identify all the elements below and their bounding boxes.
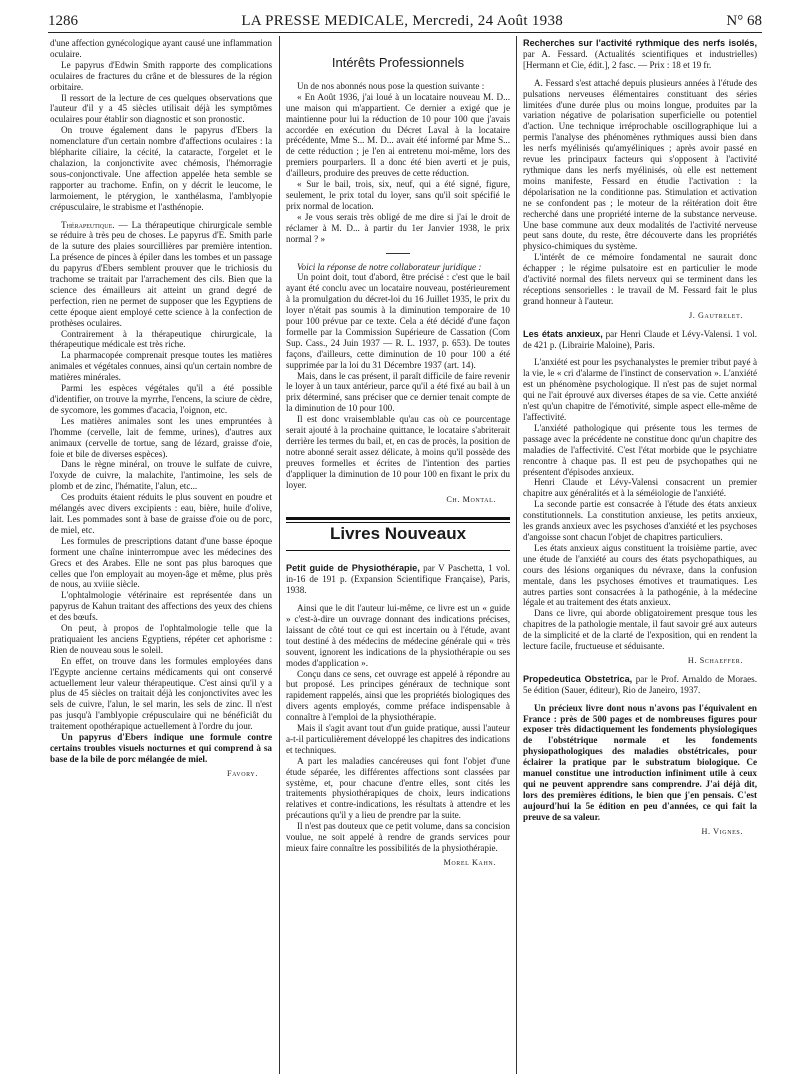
quote: « Sur le bail, trois, six, neuf, qui a été signé, figure, seulement, le prix total du loyer, sans qu'il soit spécifié le prix normal de location. xyxy=(286,179,510,211)
paragraph: A. Fessard s'est attaché depuis plusieurs années à l'étude des pulsations nerveuses élémentaires constituant des séries limitées d'une durée plus ou moins longue, produites par la variation négative de polarisation superficielle ou potentiel d'action. Une technique irréprochable oscillographique lui a permis l'analyse des phénomènes rythmiques aussi bien dans les nerfs myélinisés qu'amyéliniques ; après avoir passé en revue les principaux facteurs qui s'opposent à l'activité rythmique dans les nerfs myélinisés, où elle est nettement moins manifeste, Fessard en étudie l'activation : la dépolarisation ne la conditionne pas. Stimulation et activation ne se confondent pas ; le moteur de la réitération doit être recherché dans une propriété interne de la substance nerveuse. Une base commune aux deux modalités de l'activité nerveuse peut sans doute, du reste, être découverte dans les propriétés physico-chimiques du système. xyxy=(523,77,757,252)
column-divider xyxy=(516,36,517,1074)
paragraph: L'ophtalmologie vétérinaire est représentée dans un papyrus de Kahun traitant des affections des yeux des chiens et des bœufs. xyxy=(50,590,272,623)
divider xyxy=(286,522,510,523)
paragraph: Dans ce livre, qui aborde obligatoirement presque tous les chapitres de la pathologie mentale, il faut savoir gré aux auteurs de la simplicité et de la clarté de l'exposition, qui en rendent la lecture facile, fructueuse et séduisante. xyxy=(523,608,757,652)
divider xyxy=(286,550,510,551)
author-signature: Morel Kahn. xyxy=(443,857,496,867)
paragraph: Ainsi que le dit l'auteur lui-même, ce livre est un « guide » c'est-à-dire un ouvrage donnant des indications précises, laissant de côté tout ce qui est incertain ou à l'étude, avant tout destiné à des médecins de médecine générale qui « très souvent, ignorent les indications de la physiothérapie ou ses modes d'application ». xyxy=(286,603,510,668)
issue-number: N° 68 xyxy=(726,13,762,29)
column-2 xyxy=(286,38,510,1076)
quote: « En Août 1936, j'ai loué à un locataire nouveau M. D... une maison qui m'appartient. Ce dernier a exigé que je maintienne pour lui la réduction de 10 pour 100 que j'avais accordée en exécution du Décret Laval à la locataire précédente, Mme S... M. D... avait été informé par Mme S... de cette réduction ; je l'en ai entretenu moi-même, lors des premiers pourparlers. Il a donc été bien averti et je puis, d'ailleurs, produire des preuves de cette réduction. xyxy=(286,91,510,179)
paragraph: Un papyrus d'Ebers indique une formule contre certains troubles visuels nocturnes et qui comprend à sa base de la bile de porc mélangée de miel. xyxy=(50,732,272,764)
header-rule xyxy=(48,32,762,33)
paragraph: Contrairement à la thérapeutique chirurgicale, la thérapeutique médicale est très riche. xyxy=(50,328,272,350)
paragraph: Un précieux livre dont nous n'avons pas l'équivalent en France : près de 500 pages et de nombreuses figures pour exposer très didactiquement les fondements physiologiques de l'obstétrique normale et les fondements physiopathologiques des maladies obstétricales, pour éclairer la pratique par le substratum biologique. Ce manuel constitue une introduction infiniment utile à ceux qui ne peuvent apprendre sans comprendre. J'ai déjà dit, lors des premières éditions, le bien que j'en pensais. C'est aujourd'hui la 5e édition en peu d'années, ce qui fait la preuve de sa valeur. xyxy=(523,702,757,822)
paragraph: Ces produits étaient réduits le plus souvent en poudre et mélangés avec divers excipients : eau, bière, huile d'olive, lait. Les pommades sont à base de graisse d'oie ou de porc, de miel, etc. xyxy=(50,492,272,535)
paragraph: Dans le règne minéral, on trouve le sulfate de cuivre, l'oxyde de cuivre, la malachite, l'antimoine, les sels de plomb et de zinc, l'hématite, l'alun, etc... xyxy=(50,459,272,492)
author-signature: Ch. Montal. xyxy=(446,494,496,504)
paragraph: L'intérêt de ce mémoire fondamental ne saurait donc échapper ; le régime pulsatoire est en particulier le mode d'activité normal des filets nerveux qui se terminent dans les réceptions sensorielles : le travail de M. Fessard fait le plus grand honneur à l'auteur. xyxy=(523,252,757,306)
author-signature: Favory. xyxy=(226,768,258,778)
paragraph: Mais il s'agit avant tout d'un guide pratique, aussi l'auteur a-t-il particulièrement développé les chapitres des indications et techniques. xyxy=(286,723,510,755)
paragraph: Les matières animales sont les unes empruntées à l'homme (cervelle, lait de femme, urines), d'autres aux animaux (cervelle de tortue, sang de lézard, graisse d'oie, foie et bile de diverses espèces). xyxy=(50,415,272,459)
paragraph: Conçu dans ce sens, cet ouvrage est appelé à répondre au but proposé. Les principes généraux de technique sont rapidement rappelés, ainsi que les propriétés biologiques des divers agents employés, comme préface indispensable à connaître à l'emploi de la physiothérapie. xyxy=(286,668,510,723)
paragraph: Un point doit, tout d'abord, être précisé : c'est que le bail ayant été conclu avec un locataire nouveau, postérieurement à la promulgation du décret-loi du 16 Juillet 1935, le prix du loyer n'était pas soumis à la diminution temporaire de 10 pour 100 prévue par ce texte. Cela a été décidé d'une façon formelle par la Commission Supérieure de Cassation (Com Sup. Cass., 24 Juin 1937 — R. L. 1937, p. 653). De toutes façons, d'ailleurs, cette diminution de 10 pour 100 a été supprimée par la loi du 31 Décembre 1937 (art. 14). xyxy=(286,272,510,370)
book-reference: Recherches sur l'activité rythmique des nerfs isolés, par A. Fessard. (Actualités scientifiques et industrielles) [Hermann et Cie, édit.], 2 fasc. — Prix : 18 et 19 fr. xyxy=(523,38,757,70)
paragraph: Thérapeutique. — La thérapeutique chirurgicale semble se réduire à très peu de choses. Le papyrus d'E. Smith parle de la suture des plaies sourcillières par première intention. La présence de pinces à épiler dans les tombes et un passage du papyrus d'Ebers semblent prouver que le trichiosis du trachome se traitait par l'arrachement des cils. Bien que la science des émailleurs ait atteint un grand degré de perfection, rien ne permet de supposer que les Egyptiens de cette époque aient employé cette science à la confection de prothèses oculaires. xyxy=(50,219,272,328)
column-divider xyxy=(279,36,280,1074)
paragraph: Les états anxieux aigus constituent la troisième partie, avec une étude de l'anxiété au cours des états psychopathiques, au cours des lésions organiques du névraxe, dans la confusion mentale, dans les psychoses émotives et traumatiques. Les autres parties sont consacrées à la pathogénie, à la médecine légale et au traitement des états anxieux. xyxy=(523,542,757,608)
author-signature: J. Gautrelet. xyxy=(688,310,743,320)
column-3 xyxy=(523,38,757,1076)
paragraph: L'anxiété pathologique qui présente tous les termes de passage avec la précédente ne constitue donc qu'un chapitre des maladies de l'affectivité. C'est l'état morbide que le psychiatre rencontre à chaque pas. Il est peu de psychopathes qui ne présentent d'épisodes anxieux. xyxy=(523,422,757,477)
divider xyxy=(386,253,410,254)
paragraph: Le papyrus d'Edwin Smith rapporte des complications oculaires de fractures du crâne et de blessures de la région orbitaire. xyxy=(50,59,272,92)
page-header xyxy=(48,4,762,30)
book-title: Propedeutica Obstetrica, xyxy=(523,673,633,684)
paragraph: Les formules de prescriptions datant d'une basse époque forment une chaîne ininterrompue avec les médecines des Grecs et des Arabes. Elle ne sont pas plus baroques que celles que l'on employait au moyen-âge et même, plus près de nous, au xviiie siècle. xyxy=(50,535,272,590)
book-title: Petit guide de Physiothérapie, xyxy=(286,563,420,574)
paragraph: Mais, dans le cas présent, il paraît difficile de faire revenir le loyer à un taux antérieur, parce qu'il a été fixé au bail à un prix déterminé, sans préciser que ce dernier tenait compte de la diminution de 10 pour 100. xyxy=(286,370,510,414)
column-1 xyxy=(50,38,272,1076)
author-signature: H. Vignes. xyxy=(701,826,743,836)
quote: « Je vous serais très obligé de me dire si j'ai le droit de réclamer à M. D... à partir du 1er Janvier 1938, le prix normal ? » xyxy=(286,211,510,244)
paragraph: En effet, on trouve dans les formules employées dans l'Egypte ancienne certains médicaments qui ont conservé actuellement leur valeur thérapeutique. C'est ainsi qu'il y a plus de 45 siècles on traitait déjà les conjonctivites avec les sels de cuivre, l'alun, le sel marin, les sels de zinc. Il n'est pas jusqu'à l'amblyopie crépusculaire qui ne bénéficiât du traitement opothérapique actuellement à l'ordre du jour. xyxy=(50,655,272,732)
paragraph: Il est donc vraisemblable qu'au cas où ce pourcentage serait ajouté à la prochaine quittance, le locataire s'abriterait derrière les termes du bail, et, en cas de procès, la position de notre abonné serait assez délicate, à moins qu'il possède des preuves formelles et écrites de l'intention des parties d'appliquer la diminution de 10 pour 100 en fixant le prix du loyer. xyxy=(286,414,510,490)
section-title: Livres Nouveaux xyxy=(329,524,467,544)
book-reference: Propedeutica Obstetrica, par le Prof. Arnaldo de Moraes. 5e édition (Sauer, éditeur), Rio de Janeiro, 1937. xyxy=(523,673,757,695)
page-number: 1286 xyxy=(48,13,78,29)
paragraph: Un de nos abonnés nous pose la question suivante : xyxy=(297,80,485,91)
paragraph: Voici la réponse de notre collaborateur juridique : xyxy=(297,261,482,272)
book-title: Les états anxieux, xyxy=(523,328,603,339)
paragraph: L'anxiété est pour les psychanalystes le premier tribut payé à la vie, le « cri d'alarme de l'instinct de conservation ». L'anxiété est un phénomène psychologique. Il n'est pas de sujet normal qui ne l'ait éprouvé aux diverses étapes de sa vie. Cette anxiété n'est qu'un chapitre de l'émotivité, simple aspect elle-même de l'affectivité. xyxy=(523,357,757,422)
paragraph: La pharmacopée comprenait presque toutes les matières animales et végétales connues, ainsi qu'un certain nombre de matières minérales. xyxy=(50,350,272,383)
paragraph: Il ressort de la lecture de ces quelques observations que l'auteur d'il y a 45 siècles utilisait déjà les symptômes oculaires pour établir son diagnostic et son pronostic. xyxy=(50,92,272,125)
book-reference: Les états anxieux, par Henri Claude et Lévy-Valensi. 1 vol. de 421 p. (Librairie Maloine), Paris. xyxy=(523,328,757,350)
paragraph: On trouve également dans le papyrus d'Ebers la nomenclature d'un certain nombre d'affections oculaires : la blépharite ciliaire, la cécité, la cataracte, l'orgelet et le chalazion, la conjonctivite avec chémosis, l'hémorragie sous-conjonctivale. Une affection appelée heta semble se rapporter au trachome. Enfin, on y décrit le leucome, le larmoiement, le ptérygion, le xanthélasma, l'amblyopie crépusculaire, le strabisme et l'asthénopie. xyxy=(50,125,272,212)
section-title: Intérêts Professionnels xyxy=(331,55,465,70)
divider xyxy=(286,517,510,520)
paragraph: Parmi les espèces végétales qu'il a été possible d'identifier, on trouve la myrrhe, l'encens, la sciure de cèdre, de sycomore, les gommes d'acacia, l'oignon, etc. xyxy=(50,383,272,415)
subheading: Thérapeutique. xyxy=(61,219,115,230)
journal-title: LA PRESSE MEDICALE, Mercredi, 24 Août 1938 xyxy=(241,13,564,29)
paragraph: d'une affection gynécologique ayant causé une inflammation oculaire. xyxy=(50,38,272,59)
paragraph: A part les maladies cancéreuses qui font l'objet d'une étude séparée, les différentes affections sont classées par système, et, pour chacune d'entre elles, sont cités les traitements physiothérapiques de choix, leurs indications relatives et contre-indications, les résultats à attendre et les précautions qu'il y a lieu de prendre par la suite. xyxy=(286,755,510,821)
paragraph: On peut, à propos de l'ophtalmologie telle que la pratiquaient les anciens Egyptiens, répéter cet aphorisme : Rien de nouveau sous le soleil. xyxy=(50,623,272,655)
book-reference: Petit guide de Physiothérapie, par V Paschetta, 1 vol. in-16 de 191 p. (Expansion Scientifique Française), Paris, 1938. xyxy=(286,563,510,596)
paragraph: La seconde partie est consacrée à l'étude des états anxieux constitutionnels. La constitution anxieuse, les petits anxieux, les grands anxieux avec les psychoses d'anxiété et les psychoses d'angoisse sont chacun l'objet de chapitres particuliers. xyxy=(523,499,757,542)
paragraph: Henri Claude et Lévy-Valensi consacrent un premier chapitre aux généralités et à la séméiologie de l'anxiété. xyxy=(523,477,757,499)
book-title: Recherches sur l'activité rythmique des nerfs isolés, xyxy=(523,38,757,48)
paragraph: Il n'est pas douteux que ce petit volume, dans sa concision voulue, ne soit appelé à rendre de grands services pour mieux faire connaître les possibilités de la physiothérapie. xyxy=(286,821,510,853)
author-signature: H. Schaeffer. xyxy=(687,655,743,665)
